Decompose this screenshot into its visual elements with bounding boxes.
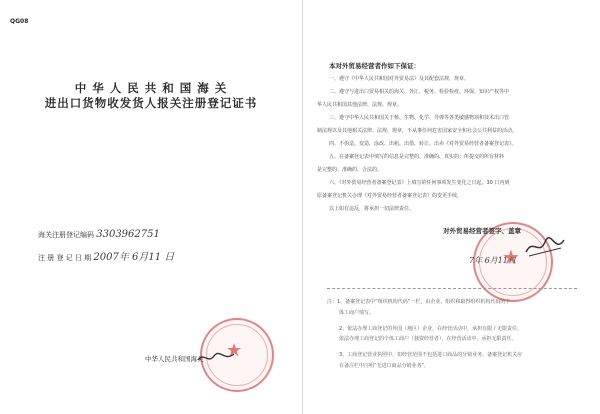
registration-number-value: 3303962751 <box>96 229 160 240</box>
note-item: 体工商户填写。 <box>339 309 375 316</box>
guarantee-list <box>317 73 592 216</box>
registration-date-label: 注 册 登 记 日 期 <box>38 254 92 262</box>
form-code: QG08 <box>10 18 29 25</box>
guarantee-row: 华人民共和国其他法律、法规、规章。 <box>317 102 403 108</box>
certificate-title-line2: 进出口货物收发货人报关注册登记证书 <box>44 96 258 110</box>
registration-number-row <box>38 229 160 240</box>
registration-date-row <box>38 248 174 263</box>
operator-signature <box>523 234 567 260</box>
issuer-signature <box>196 350 236 366</box>
note-item: 3、工商登记营业执照中，如经营范围不包括进口商品的分销业务，备案登记机关应 <box>339 352 523 359</box>
guarantee-row: 原备案登记机关办理《对外贸易经营者备案登记表》的变更手续。 <box>317 193 463 199</box>
note-item: 在备注栏中注明“无进口商品分销业务”。 <box>339 362 430 369</box>
guarantee-row: 四、不伪造、变造、涂改、出租、出借、转让、出卖《对外贸易经营者备案登记表》。 <box>329 141 517 147</box>
notes-divider <box>327 288 577 289</box>
guarantee-row: 五、在备案登记表中填写的信息是完整的、准确的、真实的；所提交的所有材料 <box>329 154 505 160</box>
signer-label: 对外贸易经营者签字、盖章 <box>443 227 521 235</box>
guarantee-row: 制法规以及其他相关法律、法规、规章，不从事任何危害国家安全和社会公共利益的活动。 <box>317 128 518 134</box>
guarantee-row: 三、遵守中华人民共和国关于核、生物、化学、导弹等各类敏感物项和技术出口管 <box>329 115 510 121</box>
registration-date-value: 2007年 6月11 日 <box>93 252 175 263</box>
notes-list <box>327 297 592 372</box>
certificate-title-line1: 中 华 人 民 共 和 国 海 关 <box>74 81 228 95</box>
registration-number-label: 海关注册登记编码 <box>38 231 94 239</box>
guarantee-row: 以上如有违反，将承担一切法律责任。 <box>329 206 415 212</box>
guarantee-row: 一、遵守《中华人民共和国对外贸易法》及其配套法规、规章。 <box>329 76 470 82</box>
issuing-authority: 中华人民共和国海关 <box>145 355 204 363</box>
guarantee-row: 六、《对外贸易经营者备案登记表》上填写的任何事项发生变化之日起，30 日内到 <box>329 180 510 186</box>
guarantee-page <box>303 0 600 414</box>
guarantee-row: 二、遵守与进出口贸易相关的海关、外汇、税务、检验检疫、环保、知识产权等中 <box>329 89 510 95</box>
guarantee-heading: 本对外贸易经营者作如下保证： <box>329 62 420 70</box>
note-item: 依法办理工商登记的个体工商户（独资经营者），在经营活动中，承担无限责任。 <box>339 336 517 343</box>
note-item: 注：1、备案登记表中“组织机构代码”一栏，由企业、组织和取得组织机构代码的个 <box>327 299 511 305</box>
signing-date: 7年 6月11日 <box>469 256 516 265</box>
seal-star-icon: ★ <box>502 245 520 269</box>
guarantee-row: 是完整的、准确的、合法的。 <box>317 167 383 173</box>
note-item: 2、依法办理工商登记的外国（地区）企业，在经营活动中，承担有限 / 无限责任。 <box>339 325 523 332</box>
seal-star-icon: ★ <box>226 340 243 361</box>
